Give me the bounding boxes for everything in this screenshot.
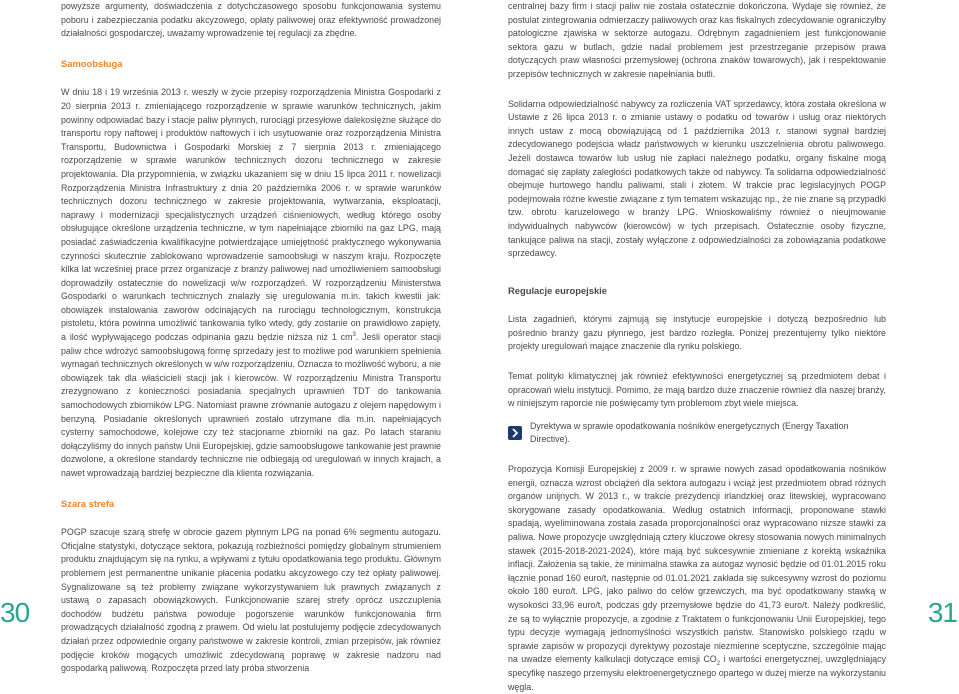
directive-row xyxy=(508,420,886,447)
superscript-3: 3 xyxy=(352,332,356,339)
page-number-right: 31 xyxy=(927,597,957,628)
right-column xyxy=(508,0,886,694)
right-intro-paragraph: centralnej bazy firm i stacji paliw nie została ostatecznie dokończona. Wydaje się również, że postulat zintegrowania odmierzaczy paliwowych oraz kas fiskalnych zdecydowanie ograniczyłby patologiczne zjawiska w sektorze autogazu. Odrębnym zagadnieniem jest funkcjonowanie sektora gazu w butlach, gdzie nadal problemem jest przestrzeganie przepisów prawa dotyczących praw własności przemysłowej (ochrona znaków towarowych), jak i respektowanie przepisów technicznych w zakresie napełniania butli. xyxy=(508,1,886,79)
samoobsluga-paragraph xyxy=(61,86,441,480)
propozycja-text: Propozycja Komisji Europejskiej z 2009 r. w sprawie nowych zasad opodatkowania nośników energii, oznacza wzrost obciążeń dla sektora autogazu i wciąż jest przedmiotem obrad różnych organów unijnych. W 2013 r., w trakcie prezydencji irlandzkiej oraz litewskiej, wypracowano skorygowane zasady opodatkowania. Według ostatnich informacji, proponowane stawki spadają, wyeliminowana została zasada proporcjonalności oraz wypracowano nizsze stawki za paliwa. Nowe propozycje uwzględniają cztery kluczowe okresy stosowania nowych minimalnych stawek (2015-2018-2021-2024), które mają być sukcesywnie zmieniane z korektą wskaźnika inflacji. Założenia są takie, że minimalna stawka za autogaz wynosić będzie od 01.01.2015 roku łącznie ponad 160 euro/t, następnie od 01.01.2021 zakłada się sukcesywny wzrost do poziomu około 180 euro/t. LPG, jako paliwo do celów grzewczych, ma być opodatkowany stawką w wysokości 33,96 euro/t, podczas gdy przemysłowe będzie do 41,73 euro/t. Należy podkreślić, że są to wyłącznie propozycje, a zgodnie z Traktatem o funkcjonowaniu Unii Europejskiej, tego typu decyzje wymagają jednomyślności wszystkich państw. Stanowisko polskiego rządu w sprawie zapisów w propozycji dyrektywy pozostaje niezmienne sceptyczne, szczególnie mając na uwadze elementy kalkulacji dotyczące emisji CO xyxy=(508,464,886,665)
heading-regulacje-europejskie: Regulacje europejskie xyxy=(508,284,608,296)
subscript-2: 2 xyxy=(716,661,721,668)
page-number-left: 30 xyxy=(0,597,30,628)
directive-title: Dyrektywa w sprawie opodatkowania nośników energetycznych (Energy Taxation Directive). xyxy=(530,420,849,445)
szara-strefa-paragraph: POGP szacuje szarą strefę w obrocie gazem płynnym LPG na ponad 6% segmentu autogazu. Oficjalne statystyki, dotyczące sektora, pokazują rozbieżności pomiędzy globalnym strumieniem produktu znajdującym się na rynku, a wpływami z tytułu opodatkowania tego produktu. Głównym problemem jest permanentne unikanie płacenia podatku akcyzowego czy też opłaty paliwowej. Sygnalizowane są też problemy związane wykorzystywaniem luk prawnych związanych z ustawą o zapasach obowiązkowych. Funkcjonowanie szarej strefy oprócz uszczuplenia dochodów budżetu państwa powoduje pogorszenie warunków funkcjonowania firm prowadzących działalność zgodną z prawem. Od wielu lat postulujemy podjęcie zdecydowanych działań przez odpowiednie organy państwowe w zakresie kontroli, zmian przepisów, jak również podjęcie kroków mogących umożliwić zdecydowaną poprawę w zakresie nadzoru nad gospodarką paliwową. Rozpoczęta przed laty próba stworzenia xyxy=(61,527,441,674)
samoobsluga-text: W dniu 18 i 19 września 2013 r. weszły w życie przepisy rozporządzenia Ministra Gospodarki z 20 sierpnia 2013 r. zmieniającego rozporządzenie w sprawie warunków technicznych, jakim powinny odpowiadać bazy i stacje paliw płynnych, rurociągi przesyłowe dalekosiężne służące do transportu ropy naftowej i produktów naftowych i ich usytuowanie oraz rozporządzenia Ministra Transportu, Budownictwa i Gospodarki Morskiej z 7 sierpnia 2013 r. zmieniającego rozporządzenie w sprawie warunków technicznych dozoru technicznego w zakresie projektowania. Dla przypomnienia, w związku ukazaniem się w dniu 15 lipca 2011 r. nowelizacji Rozporządzenia Ministra Infrastruktury z dnia 20 października 2006 r. w sprawie warunków technicznych dozoru technicznego w zakresie projektowania, wytwarzania, eksploatacji, naprawy i modernizacji specjalistycznych urządzeń ciśnieniowych, według którego osoby obsługujące określone urządzenia techniczne, w tym napełniające zbiorniki na gaz LPG, mają posiadać zaświadczenia kwalifikacyjne potwierdzające umiejętność praktycznego wykonywania czynności skutecznie zablokowano wprowadzenie samoobsługi w naszym kraju. Rozpoczęte kilka lat wcześniej prace przez organizacje z branży paliwowej nad umożliwieniem samoobsługi doprowadziły ostatecznie do nowelizacji w/w rozporządzeń. W rozporządzeniu Ministerstwa Gospodarki o warunkach technicznych znalazły się uregulowania m.in. takich kwestii jak: obowiązek instalowania zaworów odcinających na rurociągu technologicznym, konstrukcja pistoletu, która powinna umożliwić tankowania tylko wtedy, gdy zostanie on prawidłowo zapięty, a ilość wypływającego podczas odpinania gazu będzie niższa niż 1 cm xyxy=(61,87,441,343)
samoobsluga-text-tail: . Jeśli operator stacji paliw chce wdrożyć samoobsługową formę sprzedaży jest to możliwe pod warunkiem spełnienia wymagań technicznych określonych w w/w rozporządzeniu. Oznacza to możliwość wyboru, a nie obowiązek tak dla właścicieli stacji jak i kierowców. W rozporządzeniu Ministra Transportu zrezygnowano z konieczności posiadania specjalnych uprawnień TDT do tankowania samochodowych zbiorników LPG. Natomiast prawne zrównanie autogazu z olejem napędowym i benzyną. Posiadanie określonych uprawnień zostało utrzymane dla m.in. napełniających cysterny samochodowe, kolejowe czy też stacjonarne zbiorniki na gaz. Po latach staraniu dołączyliśmy do innych państw Unii Europejskiej, gdzie samoobsługowe tankowanie jest prawnie dozwolone, a określone standardy techniczne nie odbiegają od uregulowań w innych krajach, a nawet wprowadzają bardziej bezpieczne dla klienta rozwiązania. xyxy=(61,332,441,478)
propozycja-text-tail: i wartości energetycznej, uwzględniający specyfikę naszego przemysłu elektroenergetycznego opartego w dużej mierze na wykorzystaniu węgla. xyxy=(508,654,886,692)
arrow-right-icon xyxy=(508,426,522,440)
intro-paragraph: powyższe argumenty, doświadczenia z dotychczasowego sposobu funkcjonowania systemu poboru i zabezpieczania podatku akcyzowego, opłaty paliwowej oraz efektywność prowadzonej działalności gospodarczej, uważamy wprowadzenie tej regulacji za zbędne. xyxy=(61,1,441,39)
left-column xyxy=(61,0,441,676)
propozycja-paragraph xyxy=(508,463,886,694)
vat-paragraph: Solidarna odpowiedzialność nabywcy za rozliczenia VAT sprzedawcy, która została określona w Ustawie z 26 lipca 2013 r. o zmianie ustawy o podatku od towarów i usług oraz niektórych innych ustaw z mocą obowiązującą od 1 października 2013 r. stanowi sygnał bardziej zdecydowanego podejścia władz państwowych w kierunku uszczelnienia obrotu paliwowego. Jeżeli dostawca towarów lub usług nie zapłaci należnego podatku, organy fiskalne mogą domagać się zapłaty zaległości podatkowych także od nabywcy. Ta solidarna odpowiedzialność obejmuje hurtowego handlu paliwami, stali i złotem. W trakcie prac legislacyjnych POGP podejmowała różne kwestie związane z tym tematem wskazując np., że nie znane są przypadki tzw. obrotu karuzelowego w branży LPG. Wnioskowaliśmy również o nieujmowanie indywidualnych nabywców (kierowców) w tych przepisach. Ostatecznie osoby fizyczne, tankujące paliwa na stacji, zostały wyłączone z odpowiedzialności za zobowiązania podatkowe sprzedawcy. xyxy=(508,98,886,259)
klimat-paragraph: Temat polityki klimatycznej jak również efektywności energetycznej są przedmiotem debat i opracowań wielu instytucji. Pomimo, że mają bardzo duże znaczenie również dla naszej branży, w niniejszym raporcie nie poświęcamy tym problemom zbyt wiele miejsca. xyxy=(508,371,886,409)
regulacje-paragraph: Lista zagadnień, którymi zajmują się instytucje europejskie i dotyczą bezpośrednio lub pośrednio branży gazu płynnego, jest bardzo rozległa. Poniżej prezentujemy tylko niektóre projekty uregulowań mające znaczenie dla rynku polskiego. xyxy=(508,314,886,352)
heading-samoobsluga: Samoobsługa xyxy=(61,57,123,69)
heading-szara-strefa: Szara strefa xyxy=(61,497,115,509)
